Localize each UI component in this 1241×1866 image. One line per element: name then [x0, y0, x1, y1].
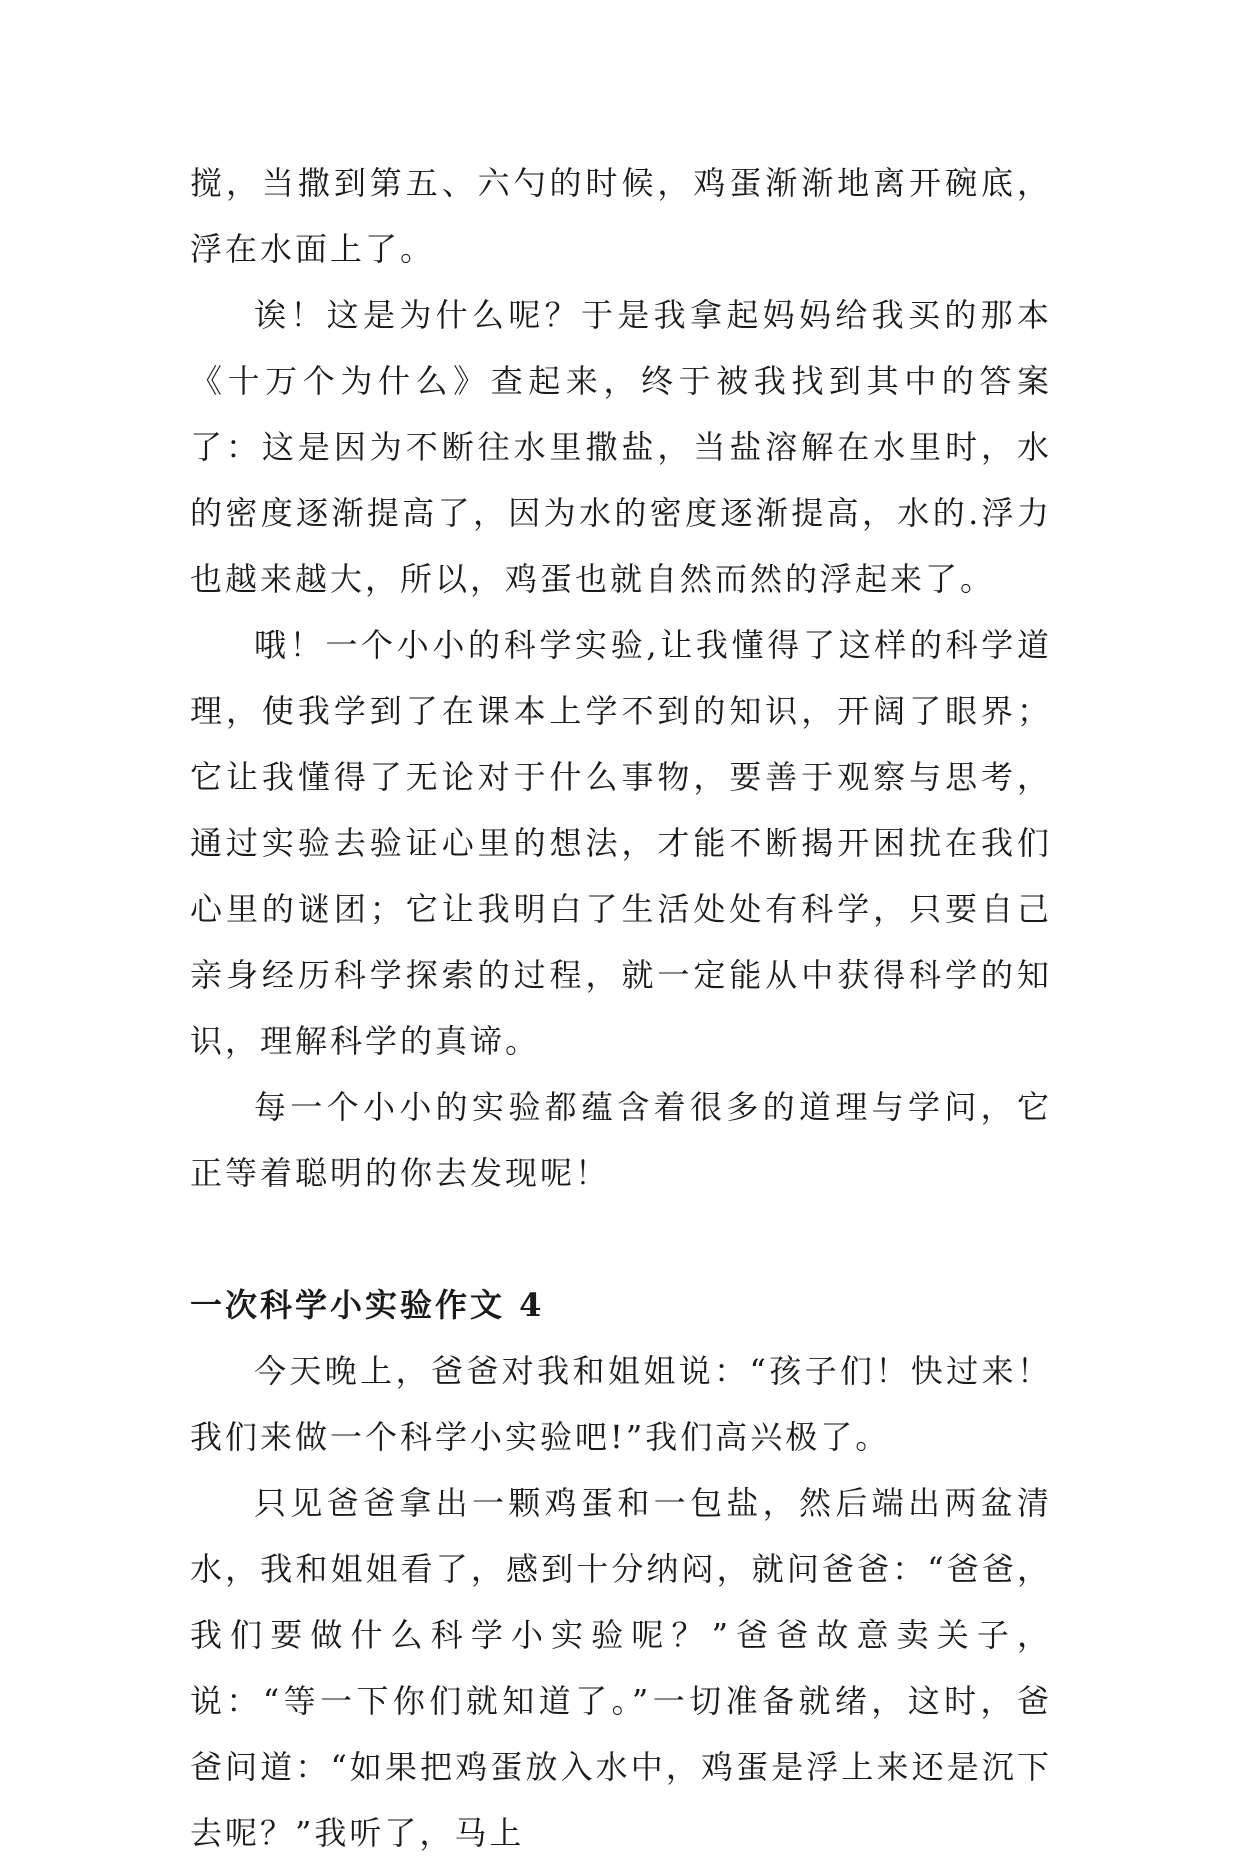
essay-title: 一次科学小实验作文 4 — [190, 1286, 545, 1324]
section-spacer — [190, 1206, 1052, 1272]
document-page — [190, 150, 1052, 1866]
paragraph-intro: 今天晚上，爸爸对我和姐姐说：“孩子们！快过来！我们来做一个科学小实验吧!”我们高兴极了。 — [190, 1352, 1052, 1456]
paragraph-continuation: 搅，当撒到第五、六勺的时候，鸡蛋渐渐地离开碗底，浮在水面上了。 — [190, 164, 1052, 268]
paragraph-lesson-learned: 哦！一个小小的科学实验,让我懂得了这样的科学道理，使我学到了在课本上学不到的知识，开阔了眼界；它让我懂得了无论对于什么事物，要善于观察与思考，通过实验去验证心里的想法，才能不断揭开困扰在我们心里的谜团；它让我明白了生活处处有科学，只要自己亲身经历科学探索的过程，就一定能从中获得科学的知识，理解科学的真谛。 — [190, 626, 1052, 1060]
paragraph-why-egg-floats: 诶！这是为什么呢？于是我拿起妈妈给我买的那本《十万个为什么》查起来，终于被我找到其中的答案了：这是因为不断往水里撒盐，当盐溶解在水里时，水的密度逐渐提高了，因为水的密度逐渐提高，水的.浮力也越来越大，所以，鸡蛋也就自然而然的浮起来了。 — [190, 296, 1052, 598]
paragraph-experiment-setup: 只见爸爸拿出一颗鸡蛋和一包盐，然后端出两盆清水，我和姐姐看了，感到十分纳闷，就问爸爸：“爸爸，我们要做什么科学小实验呢？”爸爸故意卖关子，说：“等一下你们就知道了。”一切准备就绪，这时，爸爸问道：“如果把鸡蛋放入水中，鸡蛋是浮上来还是沉下去呢？”我听了，马上 — [190, 1484, 1052, 1852]
paragraph-closing: 每一个小小的实验都蕴含着很多的道理与学问，它正等着聪明的你去发现呢！ — [190, 1088, 1052, 1192]
